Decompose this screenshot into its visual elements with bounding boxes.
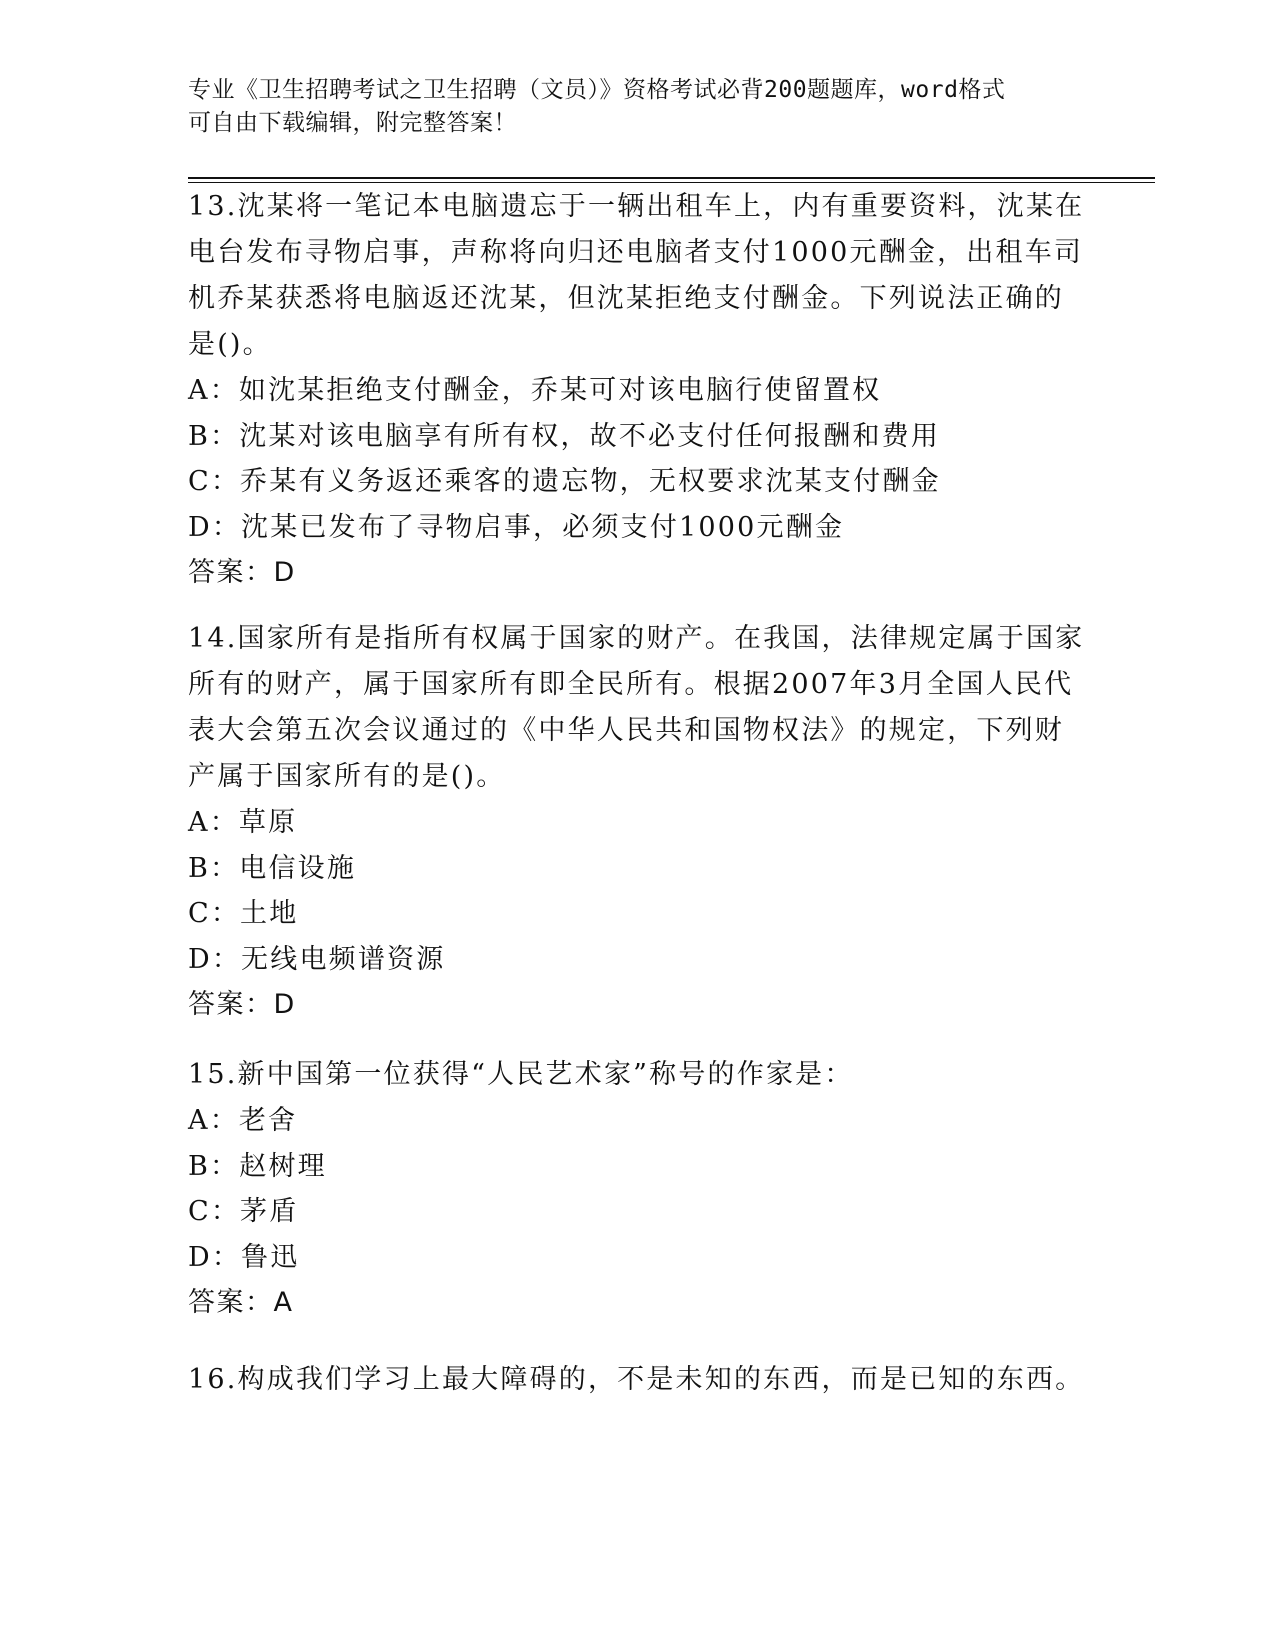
question-stem-line: 表大会第五次会议通过的《中华人民共和国物权法》的规定，下列财 [188,715,1064,746]
option-d: D：无线电频谱资源 [188,943,446,975]
option-c: C：乔某有义务返还乘客的遗忘物，无权要求沈某支付酬金 [188,466,941,497]
option-a: A：老舍 [188,1105,298,1136]
answer: 答案：D [188,557,296,588]
question-13 [188,184,1088,595]
question-stem-line: 16.构成我们学习上最大障碍的，不是未知的东西，而是已知的东西。 [188,1364,1085,1395]
header-line-1: 专业《卫生招聘考试之卫生招聘（文员）》资格考试必背200题题库，word格式 [188,77,1006,103]
option-c: C：茅盾 [188,1196,299,1227]
question-stem-line: 所有的财产，属于国家所有即全民所有。根据2007年3月全国人民代 [188,669,1074,700]
question-stem-line: 15.新中国第一位获得“人民艺术家”称号的作家是： [188,1059,854,1090]
option-a: A：草原 [188,807,298,838]
document-header [188,74,1068,140]
option-a: A：如沈某拒绝支付酬金，乔某可对该电脑行使留置权 [188,375,882,406]
question-16 [188,1357,1088,1403]
question-stem-line: 机乔某获悉将电脑返还沈某，但沈某拒绝支付酬金。下列说法正确的 [188,283,1064,314]
option-b: B：电信设施 [188,852,357,884]
option-d: D：鲁迅 [188,1241,300,1273]
answer: 答案：D [188,989,296,1020]
option-c: C：土地 [188,898,299,929]
answer: 答案：A [188,1287,294,1318]
question-stem-line: 14.国家所有是指所有权属于国家的财产。在我国，法律规定属于国家 [188,623,1085,654]
question-stem-line: 电台发布寻物启事，声称将向归还电脑者支付1000元酬金，出租车司 [188,237,1084,268]
question-stem-line: 产属于国家所有的是()。 [188,761,506,792]
question-stem-line: 是()。 [188,329,272,360]
header-divider-thin [188,182,1155,183]
option-b: B：赵树理 [188,1150,327,1182]
question-15 [188,1052,1088,1325]
header-line-2: 可自由下载编辑，附完整答案！ [188,110,517,136]
option-d: D：沈某已发布了寻物启事，必须支付1000元酬金 [188,511,845,543]
header-divider-thick [188,177,1155,179]
question-14 [188,616,1088,1027]
question-stem-line: 13.沈某将一笔记本电脑遗忘于一辆出租车上，内有重要资料，沈某在 [188,191,1085,222]
option-b: B：沈某对该电脑享有所有权，故不必支付任何报酬和费用 [188,420,941,452]
